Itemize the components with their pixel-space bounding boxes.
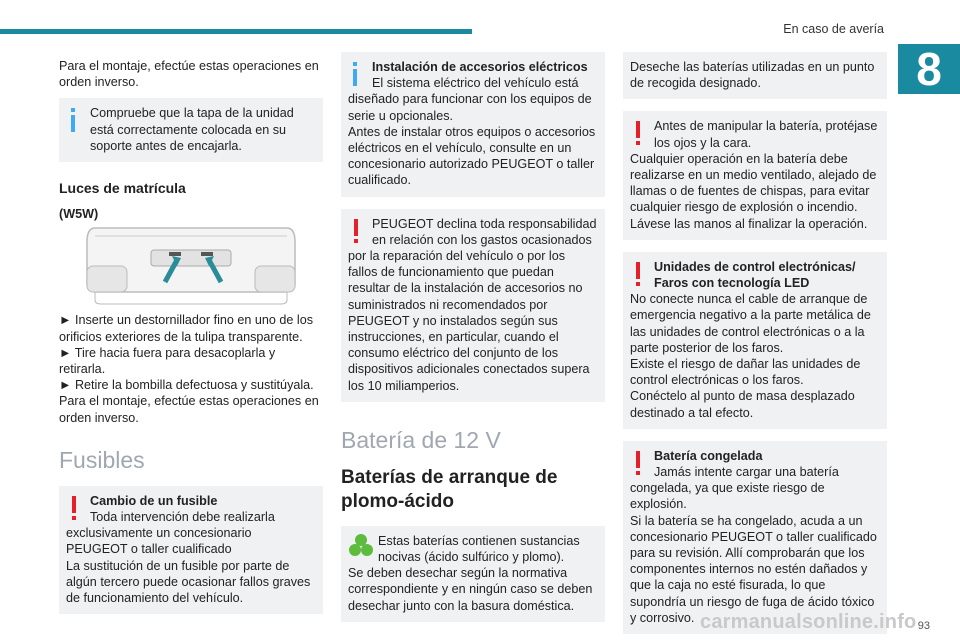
warning-icon (630, 448, 650, 478)
warning-box (59, 486, 323, 614)
warning-text: La sustitución de un fusible por parte de algún tercero puede ocasionar fallos graves de funcionamiento del vehículo. (66, 558, 311, 606)
steps-list (59, 312, 323, 425)
warning-text: Lávese las manos al finalizar la operación. (630, 216, 868, 231)
step-item: ► Retire la bombilla defectuosa y sustitúyala. (59, 378, 314, 393)
info-box (59, 98, 323, 162)
watermark: carmanualsonline.info (700, 611, 917, 633)
warning-box (623, 252, 887, 429)
bulb-type: (W5W) (59, 207, 99, 222)
column-3 (623, 58, 887, 634)
warning-icon (66, 493, 86, 523)
note-text: Deseche las baterías utilizadas en un punto de recogida designado. (630, 60, 875, 91)
warning-box (341, 209, 605, 402)
recycle-icon (348, 533, 374, 561)
warning-box (623, 441, 887, 634)
warning-text: PEUGEOT declina toda responsabilidad en relación con los gastos ocasionados por la reparación del vehículo o por los fallos de funcionamiento que puedan resultar de la instalación de accesorios no suministrados ni recomendados por PEUGEOT y no instalados según sus instrucciones, en particular, cuando el consumo eléctrico del conjunto de los dispositivos adicionales conectados supera los 10 miliamperios. (348, 216, 597, 393)
section-heading: Baterías de arranque de plomo-ácido (341, 466, 558, 512)
warning-text: Jamás intente cargar una batería congelada, ya que existe riesgo de explosión. (630, 465, 839, 512)
info-box (341, 52, 605, 197)
note-box (623, 52, 887, 99)
column-1 (59, 58, 323, 614)
info-icon (66, 105, 86, 135)
info-text: Antes de instalar otros equipos o accesorios eléctricos en el vehículo, consulte en un concesionario autorizado PEUGEOT o taller cualificado. (348, 124, 596, 188)
warning-text: Si la batería se ha congelado, acuda a un concesionario PEUGEOT o taller cualificado para su revisión. Allí comprobarán que los componentes internos no estén dañados y que la caja no esté fisurada, lo que supondría un riesgo de fuga de ácido tóxico y corrosivo. (630, 513, 877, 625)
warning-text: Toda intervención debe realizarla exclusivamente un concesionario PEUGEOT o taller cualificado (66, 510, 275, 557)
paragraph: Para el montaje, efectúe estas operaciones en orden inverso. (59, 59, 319, 90)
license-plate-light-illustration (81, 226, 301, 306)
environment-text: Se deben desechar según la normativa correspondiente y en ningún caso se deben desechar junto con la basura doméstica. (348, 566, 593, 613)
column-2 (341, 58, 605, 622)
warning-box (623, 111, 887, 239)
warning-icon (630, 118, 650, 148)
section-title: Batería de 12 V (341, 426, 501, 453)
info-title: Instalación de accesorios eléctricos (372, 60, 588, 74)
step-item: ► Inserte un destornillador fino en uno de los orificios exteriores de la tulipa transparente. (59, 313, 314, 344)
environment-box (341, 526, 605, 622)
info-icon (348, 59, 368, 89)
info-text: Compruebe que la tapa de la unidad está correctamente colocada en su soporte antes de encajarla. (90, 106, 294, 153)
warning-title: Batería congelada (654, 448, 763, 463)
header-accent-bar (0, 29, 472, 34)
chapter-number-badge: 8 (898, 44, 960, 94)
step-item: ► Tire hacia fuera para desacoplarla y retirarla. (59, 345, 276, 377)
info-text: El sistema eléctrico del vehículo está diseñado para funcionar con los equipos de serie u opcionales. (348, 76, 592, 123)
environment-text: Estas baterías contienen sustancias nocivas (ácido sulfúrico y plomo). (378, 533, 580, 565)
section-heading: Luces de matrícula (59, 180, 186, 197)
warning-text: Existe el riesgo de dañar las unidades de control electrónicas o los faros. (630, 357, 861, 388)
warning-text: No conecte nunca el cable de arranque de emergencia negativo a la parte metálica de las unidades de control electrónicas o a la parte posterior de los faros. (630, 292, 871, 355)
warning-icon (348, 216, 368, 246)
paragraph: Para el montaje, efectúe estas operaciones en orden inverso. (59, 394, 319, 425)
chapter-title: En caso de avería (783, 22, 884, 36)
warning-text: Antes de manipular la batería, protéjase los ojos y la cara. (654, 119, 878, 150)
section-title: Fusibles (59, 446, 145, 473)
warning-title: Unidades de control electrónicas/ Faros con tecnología LED (654, 259, 856, 291)
warning-text: Cualquier operación en la batería debe realizarse en un medio ventilado, alejado de llamas o de fuentes de chispas, para evitar cualquier riesgo de explosión o incendio. (630, 151, 877, 215)
warning-title: Cambio de un fusible (90, 493, 218, 508)
page-number: 93 (917, 620, 930, 632)
warning-text: Conéctelo al punto de masa desplazado destinado a tal efecto. (630, 389, 855, 420)
warning-icon (630, 259, 650, 289)
